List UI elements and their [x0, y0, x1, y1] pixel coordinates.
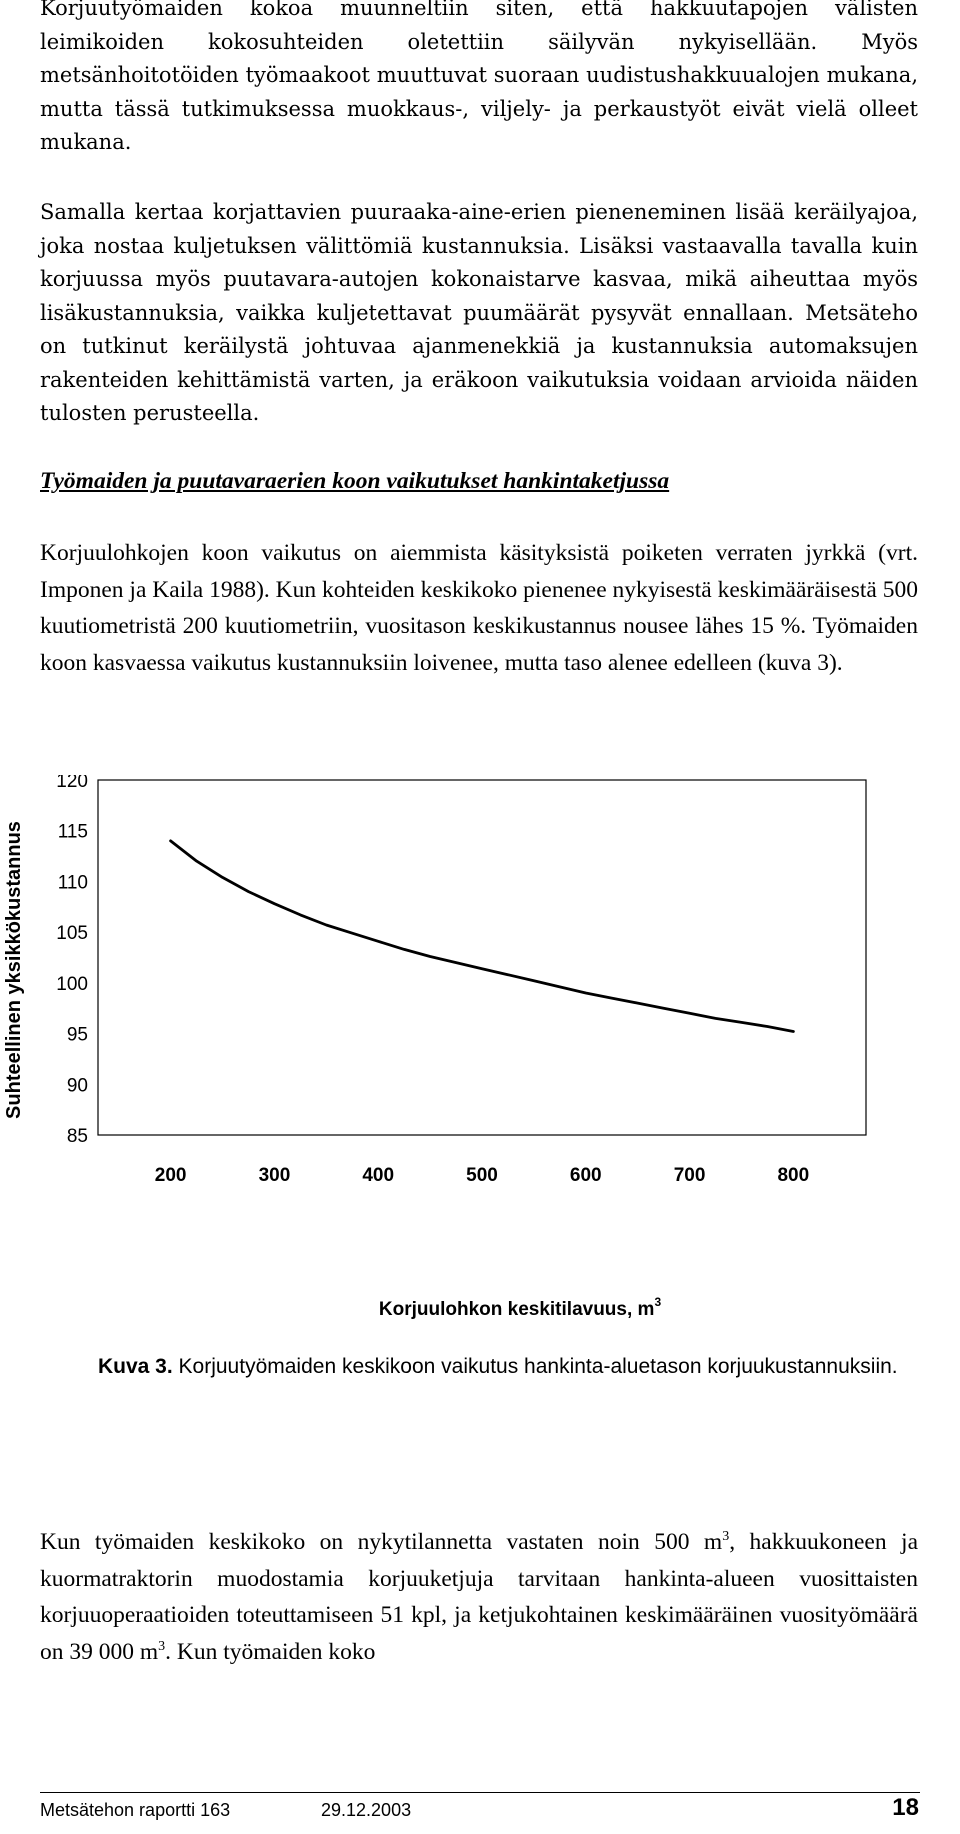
para4-part3: . Kun työmaiden koko [165, 1638, 376, 1665]
para4-part1: Kun työmaiden keskikoko on nykytilannetta vastaten noin 500 m [40, 1529, 723, 1555]
x-tick-label-600: 600 [569, 1165, 602, 1186]
paragraph-intro: Korjuutyömaiden kokoa muunneltiin siten, että hakkuutapojen välisten leimikoiden kokosuhteiden oletettiin säilyvän nykyisellään. Myös metsänhoitotöiden työmaakoot muuttuvat suoraan uudistushakkuualojen mukana, mutta tässä tutkimuksessa muokkaus-, viljely- ja perkaustyöt eivät vielä olleet mukana. [40, 0, 918, 154]
x-tick-label-800: 800 [777, 1165, 810, 1186]
section-heading: Työmaiden ja puutavaraerien koon vaikutukset hankintaketjussa [40, 468, 670, 494]
y-axis-label: Suhteellinen yksikkökustannus [3, 821, 25, 1119]
x-tick-label-400: 400 [362, 1165, 395, 1186]
para4-sup2: 3 [158, 1638, 166, 1654]
x-tick-label-500: 500 [466, 1165, 498, 1186]
y-tick-label-100: 100 [56, 973, 88, 995]
y-tick-label-120: 120 [56, 775, 88, 792]
paragraph-chain-count [40, 1524, 918, 1670]
y-tick-label-115: 115 [57, 821, 88, 843]
paragraph-block-size: Korjuulohkojen koon vaikutus on aiemmista käsityksistä poiketen verraten jyrkkä (vrt. Imponen ja Kaila 1988). Kun kohteiden keskikoko pienenee nykyisestä keskimääräisestä 500 kuutiometristä 200 kuutiometriin, vuositason keskikustannus nousee lähes 15 %. Työmaiden koon kasvaessa vaikutus kustannuksiin loivenee, mutta taso alenee edelleen (kuva 3). [40, 540, 918, 676]
x-axis-label-text: Korjuulohkon keskitilavuus, m [378, 1299, 655, 1320]
plot-area-frame [98, 780, 866, 1135]
cost-chart [0, 775, 960, 1345]
footer-divider [40, 1792, 920, 1793]
x-tick-labels [155, 1165, 809, 1186]
page-number: 18 [892, 1794, 919, 1821]
y-tick-label-90: 90 [66, 1075, 88, 1097]
footer-report-name: Metsätehon raportti 163 [40, 1800, 231, 1820]
caption-text: Korjuutyömaiden keskikoon vaikutus hankinta-aluetason korjuukustannuksiin. [172, 1355, 898, 1378]
x-tick-label-200: 200 [154, 1165, 187, 1186]
chart-axes [98, 780, 866, 1135]
footer-date: 29.12.2003 [321, 1800, 412, 1820]
x-axis-label-sup: 3 [654, 1295, 662, 1309]
y-tick-label-95: 95 [66, 1024, 88, 1046]
series-line [171, 841, 794, 1032]
y-tick-label-105: 105 [56, 923, 88, 945]
paragraph-collection-costs: Samalla kertaa korjattavien puuraaka-aine-erien pieneneminen lisää keräilyajoa, joka nostaa kuljetuksen välittömiä kustannuksia. Lisäksi vastaavalla tavalla kuin korjuussa myös puutavara-autojen kokonaistarve kasvaa, mikä aiheuttaa myös lisäkustannuksia, vaikka kuljetettavat puumäärät pysyvät ennallaan. Metsäteho on tutkinut keräilystä johtuvaa ajanmenekkiä ja kustannuksia automaksujen rakenteiden kehittämistä varten, ja eräkoon vaikutuksia voidaan arvioida näiden tulosten perusteella. [40, 200, 918, 425]
y-tick-labels [56, 775, 88, 1147]
para4-part2: , hakkuukoneen ja kuormatraktorin muodostamia korjuuketjuja tarvitaan hankinta-alueen vuosittaisten korjuuoperaatioiden toteuttamiseen 51 kpl, ja ketjukohtainen keskimääräinen vuosityömäärä on 39 000 m [40, 1529, 918, 1665]
figure-caption [98, 1348, 898, 1386]
y-tick-label-110: 110 [57, 872, 88, 894]
y-tick-label-85: 85 [66, 1126, 88, 1147]
caption-label: Kuva 3. [98, 1355, 173, 1378]
x-tick-label-300: 300 [258, 1165, 291, 1186]
x-tick-label-700: 700 [673, 1165, 706, 1186]
x-axis-label [379, 1295, 662, 1320]
para4-sup1: 3 [722, 1529, 730, 1544]
